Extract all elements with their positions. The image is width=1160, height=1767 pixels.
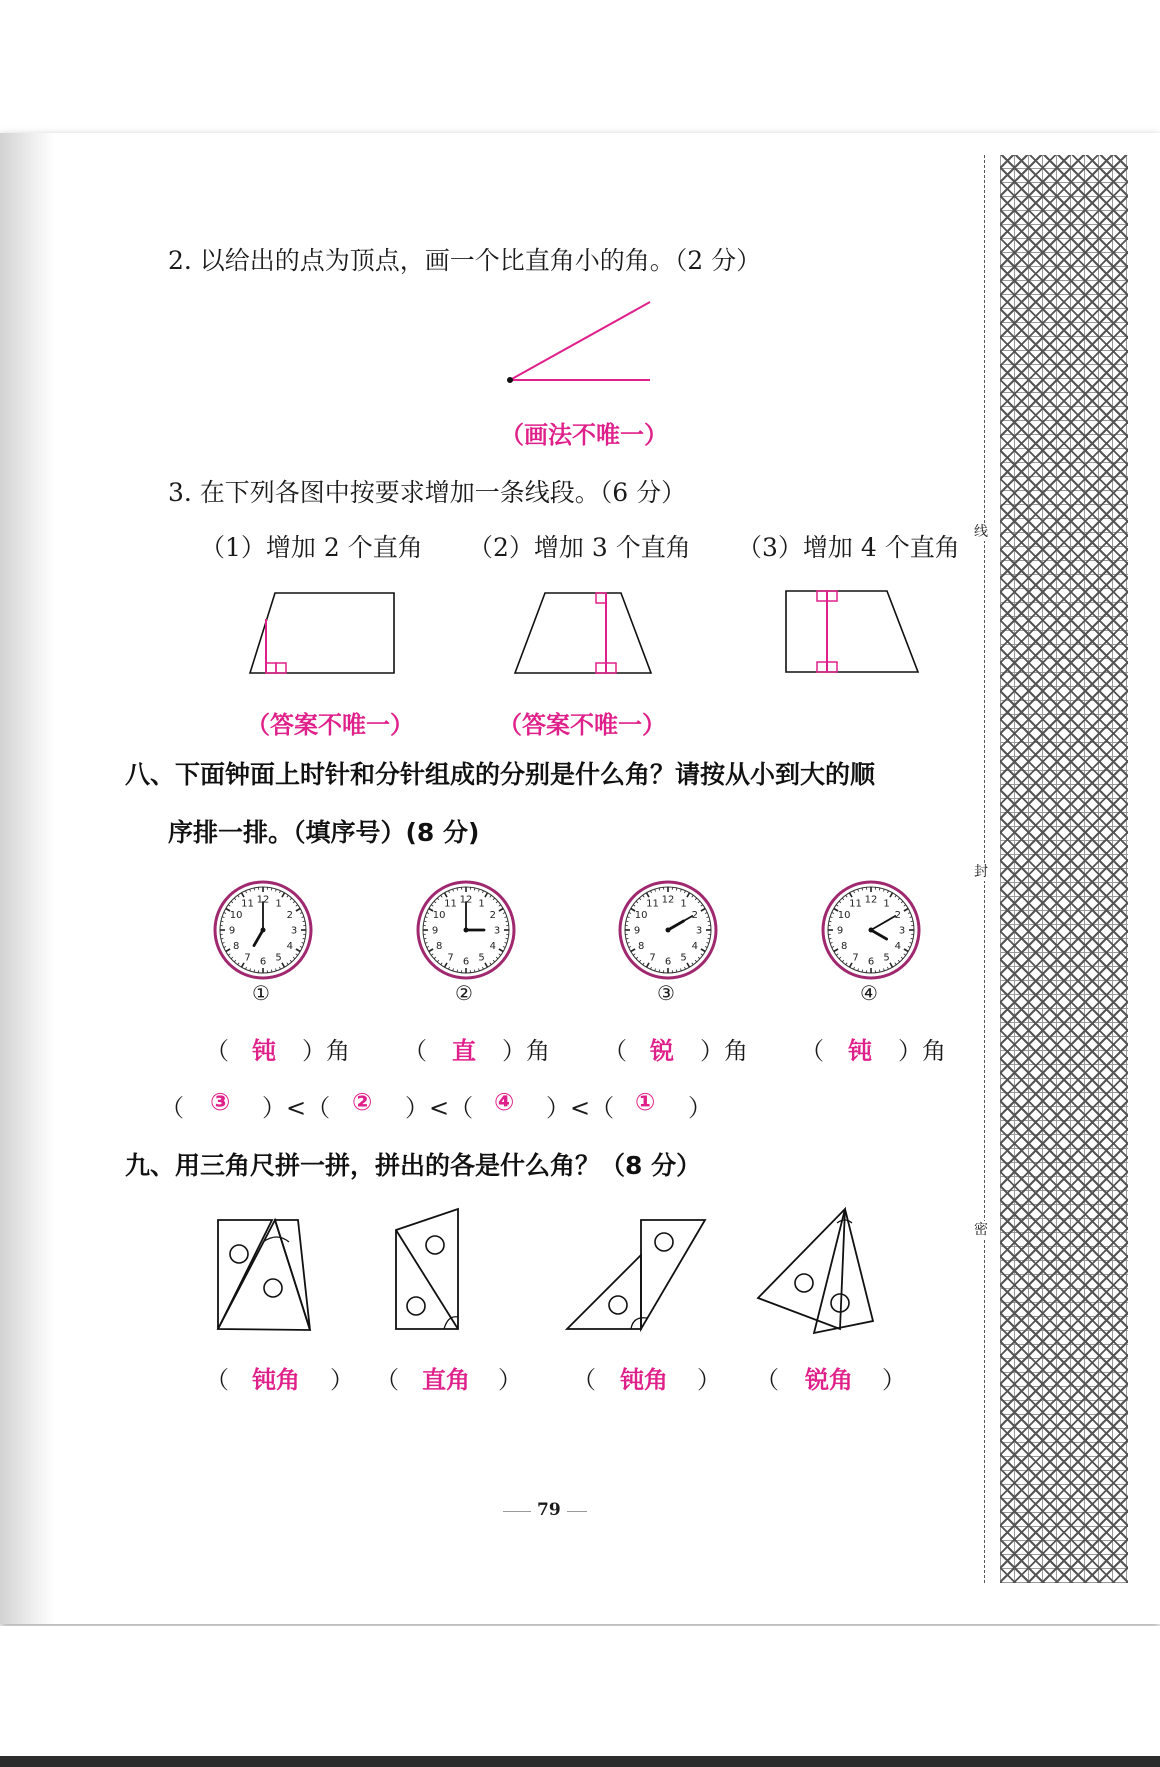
clock-number: 9: [836, 925, 844, 937]
s9-open-1: （: [205, 1366, 229, 1394]
clock-tick: [221, 938, 223, 939]
clock-number: 5: [883, 952, 890, 964]
clock-label-4: ④: [860, 981, 878, 1005]
clock-number: 6: [664, 956, 672, 968]
clock-number: 2: [286, 910, 294, 921]
clock-tick: [506, 938, 508, 939]
s9-close-4: ）: [882, 1366, 906, 1394]
clock-number: 8: [840, 941, 848, 952]
order-answer-2: ②: [352, 1088, 373, 1116]
clock-number: 7: [244, 952, 251, 964]
order-answer-3: ④: [494, 1088, 515, 1116]
s9-answer-3: 钝角: [620, 1366, 668, 1394]
clock-number: 9: [633, 925, 641, 937]
clock-tick: [879, 970, 880, 972]
clock-number: 9: [431, 925, 439, 937]
clock-tick: [271, 888, 272, 890]
clock-tick: [911, 921, 913, 922]
clock-3: [618, 880, 718, 980]
clock-number: 3: [493, 925, 501, 937]
clock-number: 1: [883, 898, 890, 910]
open-paren: （: [800, 1037, 824, 1065]
close-angle: ）角: [302, 1037, 350, 1065]
clock-number: 8: [435, 941, 443, 952]
workbook-page: [0, 133, 1160, 1624]
clock-tick: [676, 888, 677, 890]
s9-open-4: （: [755, 1366, 779, 1394]
top-margin: [0, 0, 1160, 133]
order-open: （: [160, 1094, 184, 1122]
angle-figure: [500, 295, 680, 395]
open-paren: （: [403, 1037, 427, 1065]
clock-number: 11: [646, 898, 659, 910]
clock-number: 4: [894, 941, 902, 952]
clock-tick: [271, 970, 272, 972]
clock-tick: [303, 938, 305, 939]
bottom-margin: [0, 1626, 1160, 1756]
page-number: 79: [531, 1500, 567, 1520]
clock-tick: [424, 921, 426, 922]
clock-number: 3: [695, 925, 703, 937]
clock-tick: [424, 938, 426, 939]
clock-number: 4: [691, 941, 699, 952]
clock-number: 12: [864, 894, 878, 906]
clock-number: 3: [898, 925, 906, 937]
clock-tick: [303, 921, 305, 922]
triangle-combo-4: [755, 1205, 885, 1335]
clock-number: 3: [290, 925, 298, 937]
clock-1: [213, 880, 313, 980]
clock-tick: [254, 888, 255, 890]
clock-tick: [829, 938, 831, 939]
clock-center: [666, 928, 671, 933]
clock-number: 8: [637, 941, 645, 952]
order-answer-4: ①: [635, 1088, 656, 1116]
page-fold-shadow: [0, 133, 55, 1624]
clock-number: 6: [867, 956, 875, 968]
clock-label-2: ②: [455, 981, 473, 1005]
close-angle: ）角: [700, 1037, 748, 1065]
binding-mark-mi: 密: [974, 1222, 988, 1238]
trapezoid-figure-2: [513, 590, 663, 680]
clock-tick: [659, 888, 660, 890]
s9-close-3: ）: [697, 1366, 721, 1394]
clock-center: [464, 928, 469, 933]
clock-label-1: ①: [252, 981, 270, 1005]
clock-number: 12: [661, 894, 675, 906]
section-8-line2: 序排一排。（填序号）(8 分): [168, 818, 480, 847]
clock-tick: [457, 970, 458, 972]
clock-number: 11: [241, 898, 254, 910]
order-close: ）: [688, 1094, 712, 1122]
clock-tick: [829, 921, 831, 922]
clock-number: 7: [852, 952, 859, 964]
question-2-note: （画法不唯一）: [500, 421, 668, 449]
q3-sub1: （1）增加 2 个直角: [200, 533, 423, 562]
question-3-text: 3. 在下列各图中按要求增加一条线段。（6 分）: [168, 478, 687, 507]
clock-number: 10: [432, 910, 446, 921]
clock-number: 2: [489, 910, 497, 921]
q3-sub2: （2）增加 3 个直角: [468, 533, 691, 562]
s9-open-2: （: [375, 1366, 399, 1394]
clock-tick: [862, 888, 863, 890]
binding-mark-xian: 线: [974, 524, 988, 540]
order-separator: ）<（: [546, 1094, 615, 1122]
clock-tick: [457, 888, 458, 890]
triangle-combo-3: [565, 1216, 715, 1336]
clock-number: 6: [462, 956, 470, 968]
clock-tick: [676, 970, 677, 972]
clock-number: 2: [894, 910, 902, 921]
clock-number: 5: [478, 952, 485, 964]
s9-close-2: ）: [498, 1366, 522, 1394]
clock-number: 12: [459, 894, 473, 906]
trapezoid-figure-1: [248, 590, 398, 680]
q3-sub3: （3）增加 4 个直角: [737, 533, 960, 562]
close-angle: ）角: [898, 1037, 946, 1065]
clock-number: 7: [447, 952, 454, 964]
clock-answer-3: 锐: [650, 1037, 674, 1065]
bottom-bar: [0, 1756, 1160, 1767]
clock-tick: [879, 888, 880, 890]
clock-number: 12: [256, 894, 270, 906]
s9-answer-2: 直角: [422, 1366, 470, 1394]
triangle-combo-1: [215, 1216, 315, 1336]
clock-tick: [708, 938, 710, 939]
clock-tick: [254, 970, 255, 972]
clock-number: 5: [680, 952, 687, 964]
trapezoid-figure-3: [784, 588, 934, 678]
clock-tick: [659, 970, 660, 972]
triangle-combo-2: [392, 1205, 472, 1335]
clock-number: 6: [259, 956, 267, 968]
clock-number: 7: [649, 952, 656, 964]
clock-number: 1: [478, 898, 485, 910]
close-angle: ）角: [502, 1037, 550, 1065]
clock-tick: [221, 921, 223, 922]
clock-4: [821, 880, 921, 980]
q3-note-2: （答案不唯一）: [498, 711, 666, 739]
section-9-title: 九、用三角尺拼一拼，拼出的各是什么角？（8 分）: [125, 1151, 702, 1180]
clock-number: 10: [634, 910, 648, 921]
clock-answer-1: 钝: [252, 1037, 276, 1065]
clock-number: 1: [680, 898, 687, 910]
s9-answer-4: 锐角: [805, 1366, 853, 1394]
s9-answer-1: 钝角: [252, 1366, 300, 1394]
section-8-line1: 八、下面钟面上时针和分针组成的分别是什么角？请按从小到大的顺: [125, 760, 876, 789]
decorative-pattern-strip: [1000, 155, 1128, 1583]
clock-number: 10: [837, 910, 851, 921]
clock-number: 5: [275, 952, 282, 964]
order-answer-1: ③: [210, 1088, 231, 1116]
order-separator: ）<（: [405, 1094, 474, 1122]
clock-tick: [708, 921, 710, 922]
clock-tick: [626, 921, 628, 922]
clock-number: 4: [489, 941, 497, 952]
clock-tick: [862, 970, 863, 972]
clock-number: 1: [275, 898, 282, 910]
clock-tick: [506, 921, 508, 922]
q3-note-1: （答案不唯一）: [246, 711, 414, 739]
clock-number: 10: [229, 910, 243, 921]
clock-label-3: ③: [657, 981, 675, 1005]
clock-answer-4: 钝: [848, 1037, 872, 1065]
clock-answer-2: 直: [452, 1037, 476, 1065]
s9-open-3: （: [572, 1366, 596, 1394]
s9-close-1: ）: [330, 1366, 354, 1394]
clock-2: [416, 880, 516, 980]
clock-center: [869, 928, 874, 933]
clock-tick: [474, 888, 475, 890]
clock-number: 9: [228, 925, 236, 937]
clock-tick: [474, 970, 475, 972]
order-separator: ）<（: [262, 1094, 331, 1122]
open-paren: （: [205, 1037, 229, 1065]
clock-tick: [911, 938, 913, 939]
open-paren: （: [603, 1037, 627, 1065]
binding-mark-feng: 封: [974, 864, 988, 880]
clock-number: 11: [849, 898, 862, 910]
clock-number: 8: [232, 941, 240, 952]
clock-center: [261, 928, 266, 933]
clock-number: 4: [286, 941, 294, 952]
clock-tick: [626, 938, 628, 939]
clock-number: 11: [444, 898, 457, 910]
question-2-text: 2. 以给出的点为顶点，画一个比直角小的角。（2 分）: [168, 246, 762, 275]
clock-number: 2: [691, 910, 699, 921]
